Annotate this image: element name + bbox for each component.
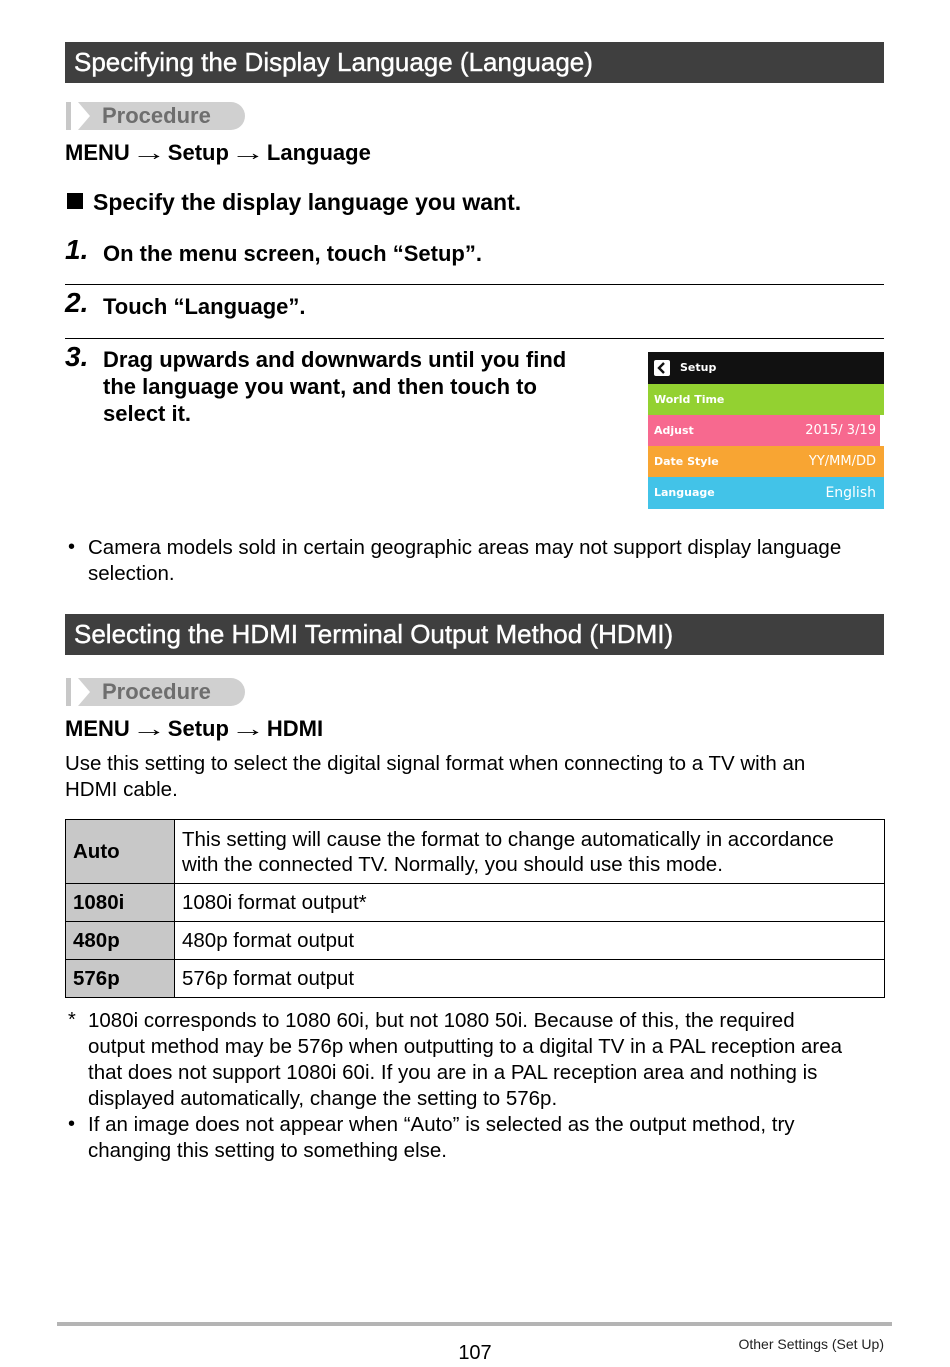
footer-divider	[57, 1322, 892, 1326]
hdmi-options-table	[65, 819, 885, 998]
table-row	[66, 884, 885, 922]
table-key-cell: 576p	[66, 960, 175, 998]
menu-path-item: Setup	[167, 716, 229, 741]
step-text: Touch “Language”.	[103, 294, 306, 319]
procedure-label: Procedure	[102, 679, 211, 704]
step-text-line: Drag upwards and downwards until you find	[103, 347, 567, 372]
note-line: If an image does not appear when “Auto” is selected as the output method, try	[88, 1113, 795, 1136]
camera-setup-screen	[648, 352, 884, 509]
step-number: 2.	[65, 287, 89, 318]
arrow-right-icon: →	[230, 716, 266, 741]
table-desc-cell: 1080i format output*	[175, 884, 885, 922]
camera-row-value: 2015/ 3/19	[805, 423, 876, 438]
footnote-line: that does not support 1080i 60i. If you are in a PAL reception area and nothing is	[88, 1061, 818, 1084]
hdmi-note	[88, 1112, 795, 1164]
camera-screen-title: Setup	[680, 361, 717, 374]
menu-path-item: MENU	[65, 140, 130, 165]
page-number: 107	[458, 1342, 492, 1364]
bullet-icon: •	[68, 1113, 76, 1135]
menu-path-language	[65, 140, 371, 166]
procedure-label: Procedure	[102, 103, 211, 128]
footnote-line: 1080i corresponds to 1080 60i, but not 1080 50i. Because of this, the required	[88, 1009, 795, 1032]
footnote-line: output method may be 576p when outputting to a digital TV in a PAL reception area	[88, 1035, 843, 1058]
step-text: On the menu screen, touch “Setup”.	[103, 241, 482, 266]
menu-path-item: HDMI	[266, 716, 324, 741]
procedure-notch	[78, 678, 90, 706]
step-text-line: select it.	[103, 401, 192, 426]
camera-row-world-time	[648, 384, 884, 415]
camera-row-date-style	[648, 446, 884, 477]
procedure-notch	[78, 102, 90, 130]
table-row	[66, 922, 885, 960]
task-heading	[67, 189, 521, 216]
procedure-badge	[66, 102, 246, 130]
footnote-line: displayed automatically, change the setting to 576p.	[88, 1087, 558, 1110]
arrow-right-icon: →	[131, 716, 167, 741]
camera-screen-header	[648, 352, 884, 384]
camera-row-value: YY/MM/DD	[808, 454, 876, 469]
task-heading-text: Specify the display language you want.	[93, 189, 522, 215]
footer-section-name: Other Settings (Set Up)	[738, 1336, 884, 1352]
procedure-stripe	[66, 678, 71, 706]
camera-row-value: English	[825, 485, 876, 501]
camera-row-adjust	[648, 415, 884, 446]
step-text	[103, 346, 566, 427]
camera-row-label: Language	[654, 486, 715, 499]
table-desc-cell: 480p format output	[175, 922, 885, 960]
scrollbar-thumb	[880, 415, 884, 446]
menu-path-hdmi	[65, 716, 323, 742]
camera-row-language	[648, 477, 884, 509]
camera-row-label: Date Style	[654, 455, 719, 468]
procedure-badge	[66, 678, 246, 706]
desc-line: with the connected TV. Normally, you should use this mode.	[182, 852, 723, 876]
menu-path-item: Language	[266, 140, 371, 165]
desc-line: This setting will cause the format to change automatically in accordance	[182, 827, 834, 851]
step-text-line: the language you want, and then touch to	[103, 374, 537, 399]
arrow-right-icon: →	[131, 140, 167, 165]
intro-line: HDMI cable.	[65, 778, 178, 801]
note-line: Camera models sold in certain geographic areas may not support display language	[88, 536, 842, 559]
divider	[65, 338, 884, 339]
menu-path-item: MENU	[65, 716, 130, 741]
intro-line: Use this setting to select the digital signal format when connecting to a TV with an	[65, 752, 806, 775]
step-number: 3.	[65, 341, 89, 372]
section-title-hdmi: Selecting the HDMI Terminal Output Method (HDMI)	[65, 614, 884, 655]
procedure-stripe	[66, 102, 71, 130]
note-line: changing this setting to something else.	[88, 1139, 447, 1162]
footnote-mark: *	[68, 1009, 76, 1031]
hdmi-intro	[65, 751, 805, 803]
camera-row-label: Adjust	[654, 424, 694, 437]
camera-row-label: World Time	[654, 393, 725, 406]
language-note	[88, 535, 841, 587]
table-key-cell: 1080i	[66, 884, 175, 922]
menu-path-item: Setup	[167, 140, 229, 165]
section-title-language: Specifying the Display Language (Language)	[65, 42, 884, 83]
table-row	[66, 960, 885, 998]
table-key-cell: Auto	[66, 820, 175, 884]
table-desc-cell: 576p format output	[175, 960, 885, 998]
table-desc-cell	[175, 820, 885, 884]
step-number: 1.	[65, 234, 89, 265]
hdmi-footnote	[88, 1008, 842, 1112]
chevron-left-icon	[654, 360, 670, 376]
table-row	[66, 820, 885, 884]
note-line: selection.	[88, 562, 175, 585]
divider	[65, 284, 884, 285]
bullet-icon: •	[68, 536, 76, 558]
square-bullet-icon	[67, 193, 83, 209]
table-key-cell: 480p	[66, 922, 175, 960]
arrow-right-icon: →	[230, 140, 266, 165]
